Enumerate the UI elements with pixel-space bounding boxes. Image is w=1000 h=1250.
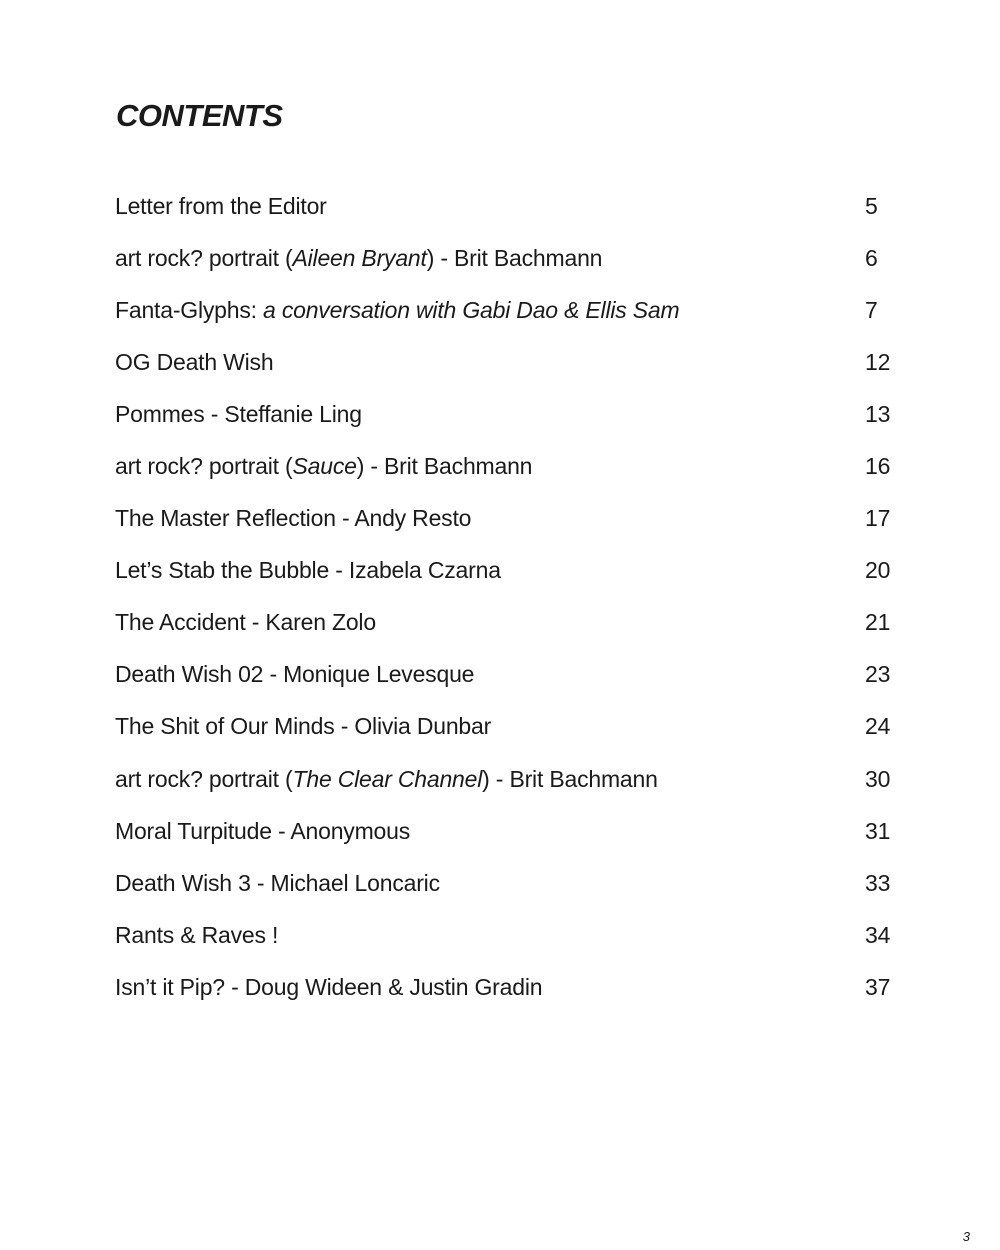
- toc-entry-title: [115, 453, 532, 480]
- toc-entry-title-italic: Sauce: [292, 453, 357, 480]
- toc-entry-title-text: ) - Brit Bachmann: [356, 453, 533, 480]
- toc-entry-title-text: ) - Brit Bachmann: [426, 244, 603, 271]
- toc-entry-title: [115, 818, 410, 845]
- toc-entry: [115, 336, 895, 388]
- toc-entry-title-text: Isn’t it Pip? - Doug Wideen & Justin Gradin: [115, 973, 543, 1000]
- toc-entry: [115, 753, 895, 805]
- toc-entry-title-text: Pommes - Steffanie Ling: [115, 400, 362, 427]
- toc-entry-page-number: 20: [865, 557, 891, 584]
- toc-entry-page-number: 33: [865, 869, 891, 896]
- toc-entry-title-text: Moral Turpitude - Anonymous: [115, 817, 411, 844]
- toc-entry-title: [115, 974, 542, 1001]
- toc-entry: [115, 805, 895, 857]
- toc-entry-page-number: 37: [865, 973, 891, 1000]
- toc-entry-title-text: The Accident - Karen Zolo: [115, 609, 376, 636]
- toc-entry: [115, 649, 895, 701]
- toc-entry-title-text: Letter from the Editor: [115, 192, 327, 219]
- toc-entry-title: [115, 401, 362, 428]
- toc-entry-title: [115, 609, 376, 636]
- toc-entry-title: [115, 193, 327, 220]
- toc-entry-title: [115, 870, 440, 897]
- toc-entry-page-number: 6: [865, 244, 878, 271]
- toc-entry-page-number: 21: [865, 609, 891, 636]
- toc-entry-title-text: Rants & Raves !: [115, 921, 279, 948]
- toc-entry: [115, 388, 895, 440]
- toc-entry-page-number: 7: [865, 296, 878, 323]
- page-number: 3: [962, 1229, 970, 1244]
- toc-entry-title: [115, 297, 679, 324]
- toc-entry-title: [115, 766, 658, 793]
- toc-entry-title-italic: The Clear Channel: [292, 765, 483, 792]
- toc-entry-title-text: Let’s Stab the Bubble - Izabela Czarna: [115, 557, 501, 584]
- page-title: CONTENTS: [116, 98, 283, 133]
- toc-entry: [115, 857, 895, 909]
- toc-entry-title: [115, 245, 602, 272]
- toc-entry-title-italic: a conversation with Gabi Dao & Ellis Sam: [263, 296, 680, 323]
- toc-entry-title-text: art rock? portrait (: [115, 765, 293, 792]
- toc-entry-title: [115, 922, 278, 949]
- toc-entry-page-number: 13: [865, 400, 891, 427]
- toc-entry-title-text: Fanta-Glyphs:: [115, 296, 264, 323]
- toc-entry-title-text: art rock? portrait (: [115, 244, 293, 271]
- toc-entry-title: [115, 557, 501, 584]
- toc-entry-page-number: 23: [865, 661, 891, 688]
- table-of-contents: [115, 180, 895, 1014]
- toc-entry-page-number: 31: [865, 817, 891, 844]
- toc-entry-title-text: The Master Reflection - Andy Resto: [115, 505, 472, 532]
- toc-entry-page-number: 24: [865, 713, 891, 740]
- toc-entry-page-number: 5: [865, 192, 878, 219]
- toc-entry-title-text: ) - Brit Bachmann: [482, 765, 658, 792]
- toc-entry-title-text: Death Wish 3 - Michael Loncaric: [115, 869, 440, 896]
- toc-entry: [115, 284, 895, 336]
- toc-entry-title: [115, 505, 471, 532]
- toc-entry: [115, 701, 895, 753]
- toc-entry: [115, 180, 895, 232]
- toc-entry-title: [115, 661, 474, 688]
- toc-entry: [115, 232, 895, 284]
- toc-entry-title: [115, 349, 273, 376]
- toc-entry: [115, 545, 895, 597]
- toc-entry: [115, 961, 895, 1013]
- toc-entry-page-number: 30: [865, 765, 891, 792]
- toc-entry-page-number: 34: [865, 921, 891, 948]
- toc-entry: [115, 493, 895, 545]
- toc-entry-page-number: 12: [865, 348, 891, 375]
- toc-entry-page-number: 16: [865, 453, 891, 480]
- toc-entry: [115, 909, 895, 961]
- toc-entry: [115, 597, 895, 649]
- toc-entry: [115, 440, 895, 492]
- toc-entry-title-text: The Shit of Our Minds - Olivia Dunbar: [115, 713, 492, 740]
- toc-entry-title-italic: Aileen Bryant: [292, 244, 427, 271]
- toc-entry-title-text: OG Death Wish: [115, 348, 274, 375]
- toc-entry-title-text: art rock? portrait (: [115, 453, 293, 480]
- toc-entry-title-text: Death Wish 02 - Monique Levesque: [115, 661, 475, 688]
- toc-entry-title: [115, 713, 491, 740]
- toc-entry-page-number: 17: [865, 505, 891, 532]
